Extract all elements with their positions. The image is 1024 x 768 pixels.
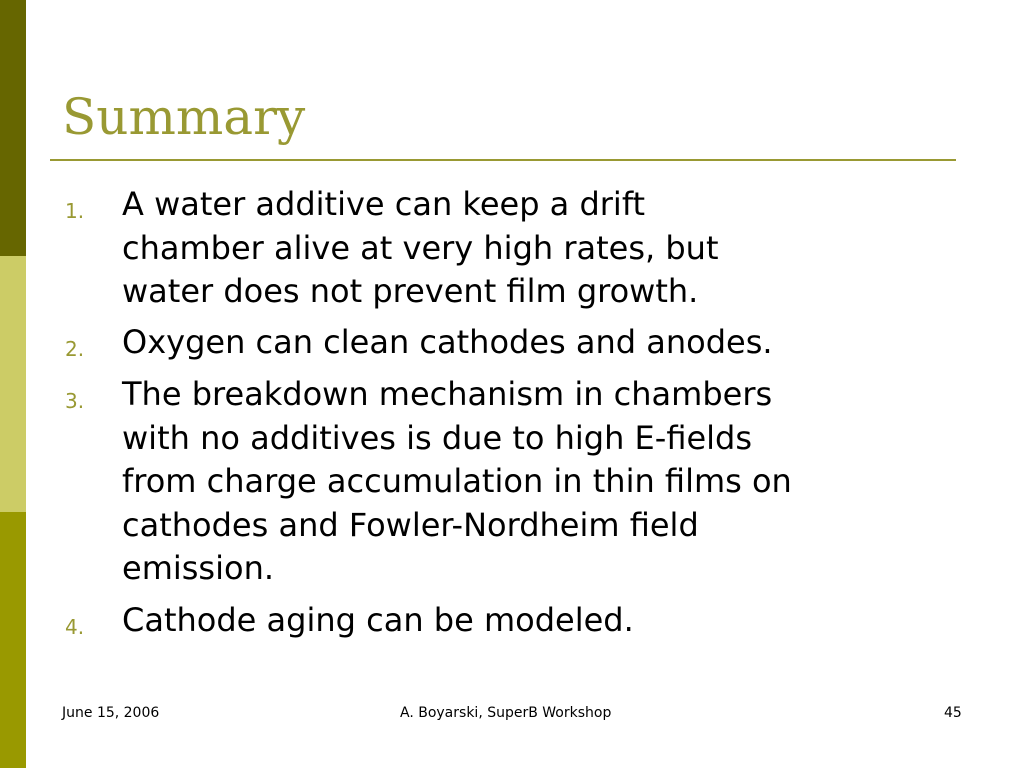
list-item-line: with no additives is due to high E-fields bbox=[122, 418, 753, 457]
list-item-line: Cathode aging can be modeled. bbox=[122, 601, 634, 639]
list-item-number: 2. bbox=[65, 337, 85, 361]
list-item-number: 1. bbox=[65, 199, 85, 223]
list-item-line: The breakdown mechanism in chambers bbox=[122, 375, 773, 413]
list-item-number: 3. bbox=[65, 389, 85, 413]
footer-date: June 15, 2006 bbox=[62, 705, 160, 721]
list-item-line: A water additive can keep a drift bbox=[122, 185, 646, 223]
side-bar-top bbox=[0, 0, 26, 256]
list-item-line: cathodes and Fowler-Nordheim field bbox=[122, 505, 699, 544]
list-item-line: Oxygen can clean cathodes and anodes. bbox=[122, 323, 773, 361]
list-item-line: from charge accumulation in thin films on bbox=[122, 462, 792, 500]
slide-title: Summary bbox=[62, 88, 306, 146]
side-bar-bottom bbox=[0, 512, 26, 768]
list-item-line: water does not prevent film growth. bbox=[122, 272, 699, 310]
footer-page-number: 45 bbox=[944, 705, 962, 721]
list-item-number: 4. bbox=[65, 615, 85, 639]
list-item-line: emission. bbox=[122, 549, 275, 587]
list-item-line: chamber alive at very high rates, but bbox=[122, 228, 719, 267]
side-bar-middle bbox=[0, 256, 26, 512]
title-underline bbox=[50, 159, 956, 161]
footer-author: A. Boyarski, SuperB Workshop bbox=[400, 705, 612, 721]
